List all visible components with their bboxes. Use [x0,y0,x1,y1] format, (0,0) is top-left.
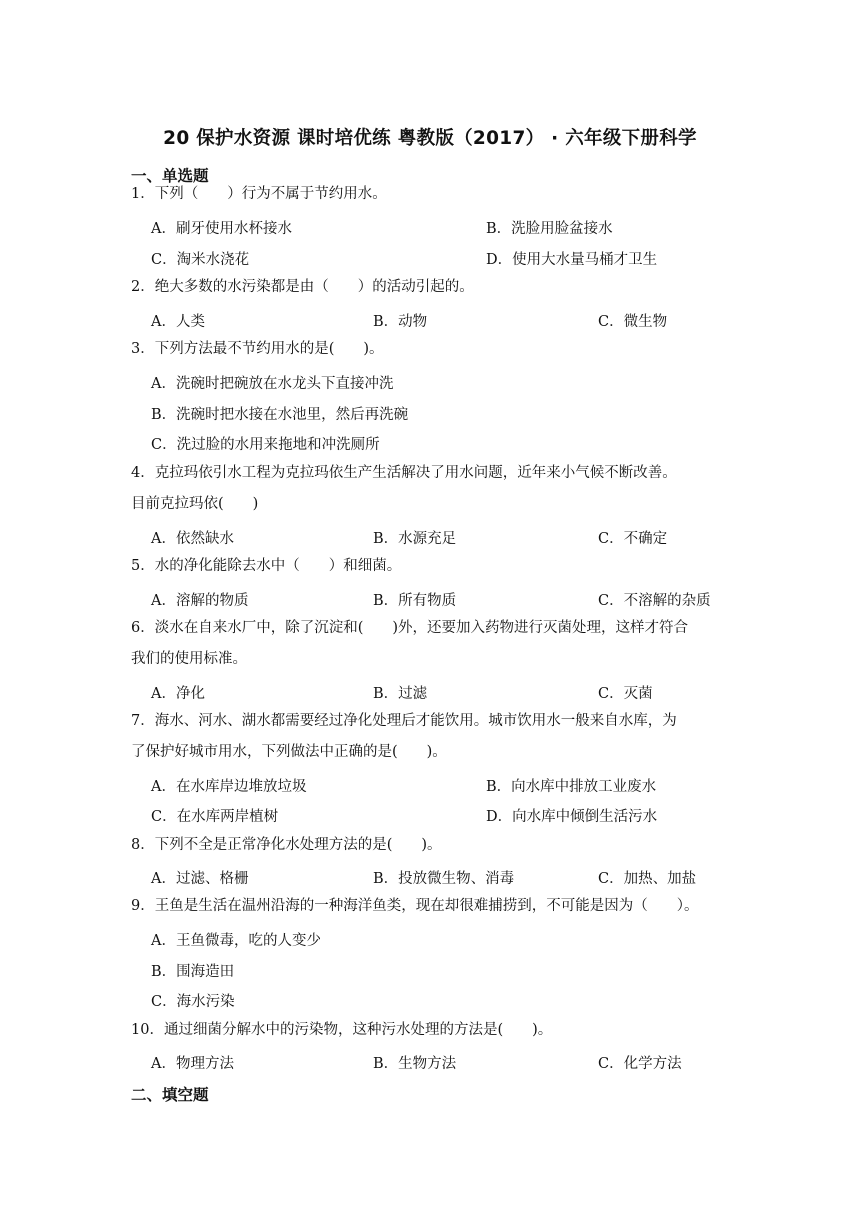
question-10-option-a: A．物理方法 [151,1056,234,1072]
question-7-option-a: A．在水库岸边堆放垃圾 [151,779,307,795]
question-8-option-a: A．过滤、格栅 [151,871,249,887]
question-3-stem: 3．下列方法最不节约用水的是( )。 [131,341,384,357]
question-5-option-c: C．不溶解的杂质 [598,593,711,609]
question-1-option-d: D．使用大水量马桶才卫生 [486,252,658,268]
question-8-stem: 8．下列不全是正常净化水处理方法的是( )。 [131,837,442,853]
question-7-stem-continued: 了保护好城市用水，下列做法中正确的是( )。 [131,744,447,760]
question-8-option-c: C．加热、加盐 [598,871,697,887]
question-9-option-b: B．围海造田 [151,964,235,980]
question-7-option-b: B．向水库中排放工业废水 [486,779,657,795]
question-3-option-c: C．洗过脸的水用来拖地和冲洗厕所 [151,437,380,453]
question-1-option-a: A．刷牙使用水杯接水 [151,221,292,237]
question-7-option-c: C．在水库两岸植树 [151,809,279,825]
question-2-option-b: B．动物 [373,314,428,330]
question-3-option-a: A．洗碗时把碗放在水龙头下直接冲洗 [151,376,394,392]
question-4-option-b: B．水源充足 [373,531,457,547]
question-6-stem-continued: 我们的使用标准。 [131,651,247,667]
question-2-option-c: C．微生物 [598,314,668,330]
question-10-option-b: B．生物方法 [373,1056,457,1072]
question-5-stem: 5．水的净化能除去水中（ ）和细菌。 [131,558,402,574]
question-7-stem: 7．海水、河水、湖水都需要经过净化处理后才能饮用。城市饮用水一般来自水库，为 [131,713,677,729]
question-5-option-a: A．溶解的物质 [151,593,249,609]
question-7-option-d: D．向水库中倾倒生活污水 [486,809,658,825]
question-1-stem: 1．下列（ ）行为不属于节约用水。 [131,186,387,202]
question-2-stem: 2．绝大多数的水污染都是由（ ）的活动引起的。 [131,279,474,295]
question-9-stem: 9．王鱼是生活在温州沿海的一种海洋鱼类，现在却很难捕捞到，不可能是因为（ ）。 [131,898,699,914]
question-6-option-a: A．净化 [151,686,205,702]
question-4-stem-continued: 目前克拉玛依( ) [131,496,259,512]
section-heading-fill-blank: 二、填空题 [131,1086,209,1104]
question-4-stem: 4．克拉玛依引水工程为克拉玛依生产生活解决了用水问题，近年来小气候不断改善。 [131,465,677,481]
question-9-option-a: A．王鱼微毒，吃的人变少 [151,933,321,949]
question-1-option-c: C．淘米水浇花 [151,252,250,268]
section-heading-single-choice: 一、单选题 [131,167,209,185]
question-1-option-b: B．洗脸用脸盆接水 [486,221,613,237]
question-10-stem: 10．通过细菌分解水中的污染物，这种污水处理的方法是( )。 [131,1022,553,1038]
question-9-option-c: C．海水污染 [151,994,235,1010]
question-6-option-b: B．过滤 [373,686,428,702]
question-3-option-b: B．洗碗时把水接在水池里，然后再洗碗 [151,407,409,423]
question-2-option-a: A．人类 [151,314,205,330]
question-4-option-c: C．不确定 [598,531,668,547]
question-4-option-a: A．依然缺水 [151,531,234,547]
page-title: 20 保护水资源 课时培优练 粤教版（2017） · 六年级下册科学 [163,128,697,149]
question-10-option-c: C．化学方法 [598,1056,682,1072]
question-5-option-b: B．所有物质 [373,593,457,609]
question-6-option-c: C．灭菌 [598,686,653,702]
question-6-stem: 6．淡水在自来水厂中，除了沉淀和( )外，还要加入药物进行灭菌处理，这样才符合 [131,620,689,636]
question-8-option-b: B．投放微生物、消毒 [373,871,515,887]
